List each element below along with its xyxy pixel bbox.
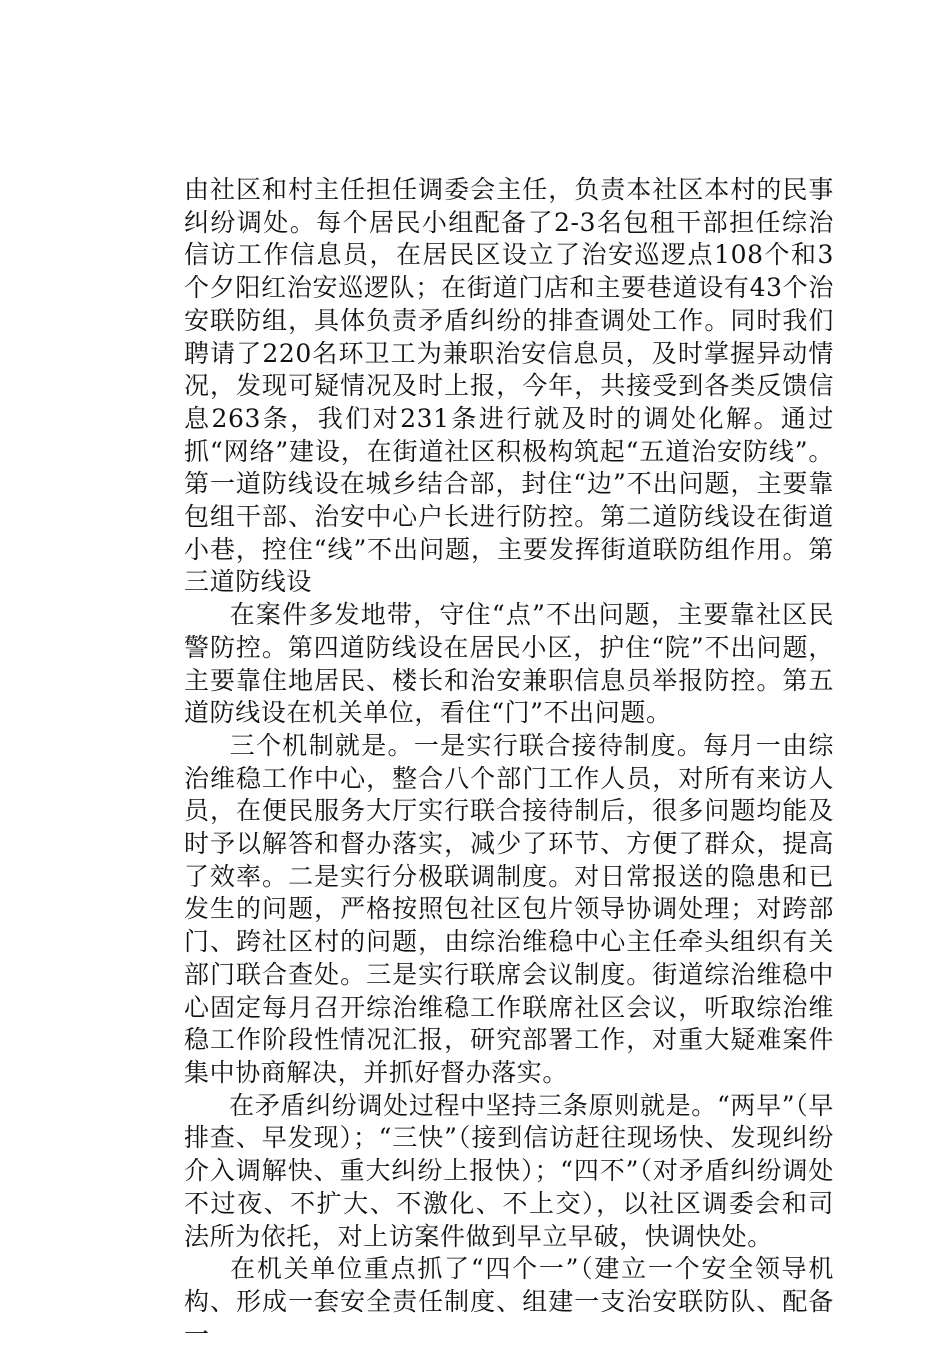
paragraph-4 xyxy=(184,1090,834,1254)
paragraph-2-text: 在案件多发地带，守住“点”不出问题，主要靠社区民警防控。第四道防线设在居民小区，护住“院”不出问题，主要靠住地居民、楼长和治安兼职信息员举报防控。第五道防线设在机关单位，看住“门”不出问题。 xyxy=(184,600,834,728)
paragraph-2 xyxy=(184,599,834,730)
paragraph-5 xyxy=(184,1253,834,1351)
paragraph-1 xyxy=(184,174,834,599)
paragraph-5-text: 在机关单位重点抓了“四个一”（建立一个安全领导机构、形成一套安全责任制度、组建一支治安联防队、配备一 xyxy=(184,1254,834,1349)
paragraph-3-text: 三个机制就是。一是实行联合接待制度。每月一由综治维稳工作中心，整合八个部门工作人员，对所有来访人员，在便民服务大厅实行联合接待制后，很多问题均能及时予以解答和督办落实，减少了环节、方便了群众，提高了效率。二是实行分极联调制度。对日常报送的隐患和已发生的问题，严格按照包社区包片领导协调处理；对跨部门、跨社区村的问题，由综治维稳中心主任牵头组织有关部门联合查处。三是实行联席会议制度。街道综治维稳中心固定每月召开综治维稳工作联席社区会议，听取综治维稳工作阶段性情况汇报，研究部署工作，对重大疑难案件集中协商解决，并抓好督办落实。 xyxy=(184,730,834,1087)
paragraph-3 xyxy=(184,730,834,1090)
paragraph-1-text: 由社区和村主任担任调委会主任，负责本社区本村的民事纠纷调处。每个居民小组配备了2-3名包租干部担任综治信访工作信息员，在居民区设立了治安巡逻点108个和3个夕阳红治安巡逻队；在街道门店和主要巷道设有43个治安联防组，具体负责矛盾纠纷的排查调处工作。同时我们聘请了220名环卫工为兼职治安信息员，及时掌握异动情况，发现可疑情况及时上报，今年，共接受到各类反馈信息263条，我们对231条进行就及时的调处化解。通过抓“网络”建设，在街道社区积极构筑起“五道治安防线”。第一道防线设在城乡结合部，封住“边”不出问题，主要靠包组干部、治安中心户长进行防控。第二道防线设在街道小巷，控住“线”不出问题，主要发挥街道联防组作用。第三道防线设 xyxy=(184,175,834,597)
document-body xyxy=(184,174,834,1351)
paragraph-4-text: 在矛盾纠纷调处过程中坚持三条原则就是。“两早”（早排查、早发现）；“三快”（接到信访赶往现场快、发现纠纷介入调解快、重大纠纷上报快）；“四不”（对矛盾纠纷调处不过夜、不扩大、不激化、不上交），以社区调委会和司法所为依托，对上访案件做到早立早破，快调快处。 xyxy=(184,1090,834,1251)
